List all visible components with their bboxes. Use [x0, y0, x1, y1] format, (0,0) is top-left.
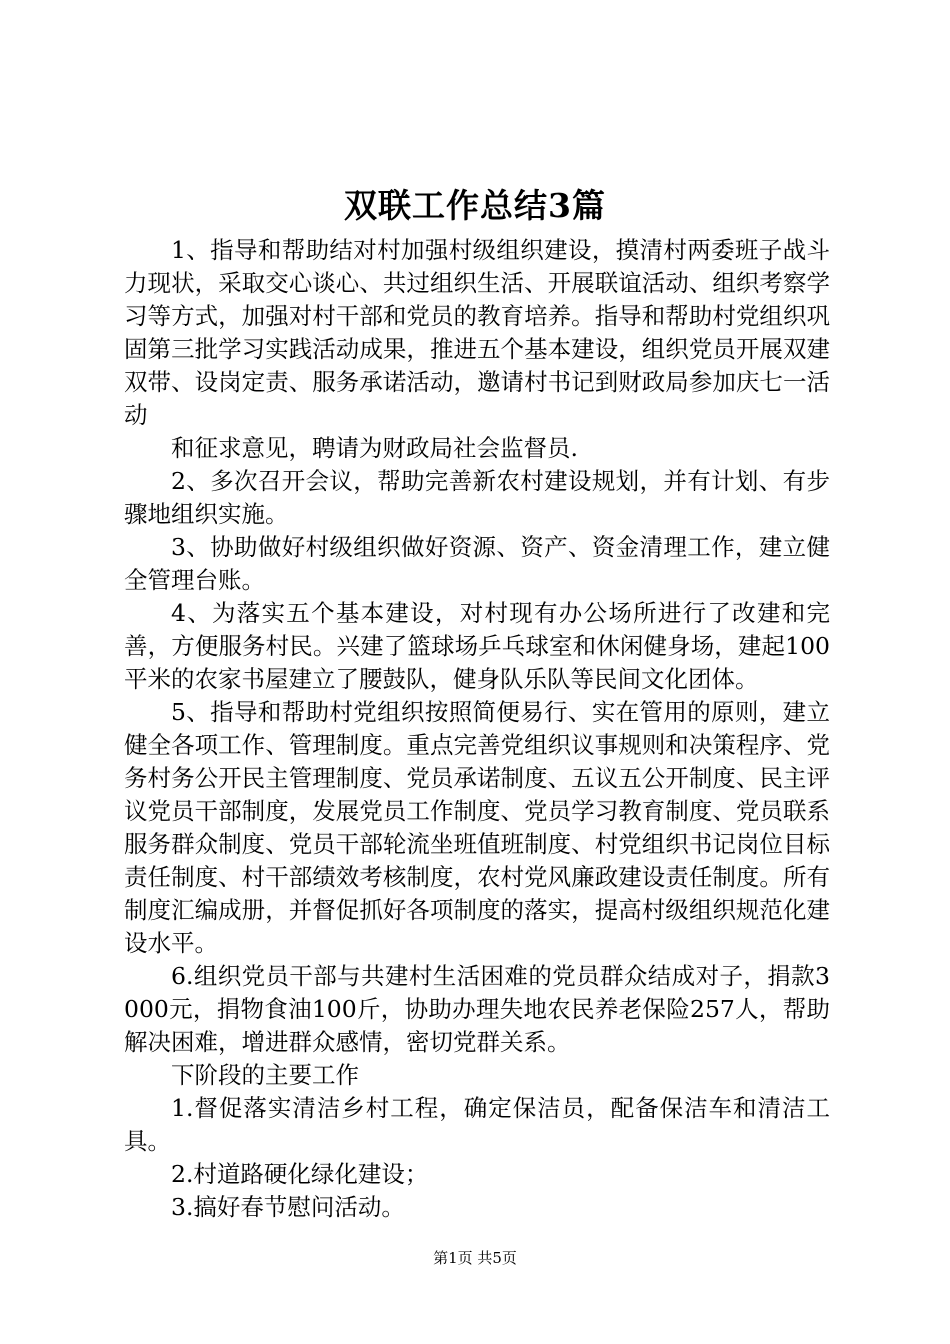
- section-heading-next-stage: 下阶段的主要工作: [171, 1061, 359, 1089]
- list-item: 3.搞好春节慰问活动。: [171, 1193, 405, 1221]
- list-item: 2.村道路硬化绿化建设；: [171, 1160, 429, 1188]
- paragraph-3: 2、多次召开会议，帮助完善新农村建设规划，并有计划、有步骤地组织实施。: [124, 467, 830, 528]
- paragraph-7: 6.组织党员干部与共建村生活困难的党员群众结成对子，捐款3000元，捐物食油100斤，协助办理失地农民养老保险257人，帮助解决困难，增进群众感情，密切党群关系。: [124, 962, 830, 1056]
- paragraph-4: 3、协助做好村级组织做好资源、资产、资金清理工作，建立健全管理台账。: [124, 533, 830, 594]
- paragraph-5: 4、为落实五个基本建设，对村现有办公场所进行了改建和完善，方便服务村民。兴建了篮球场乒乓球室和休闲健身场，建起100平米的农家书屋建立了腰鼓队，健身队乐队等民间文化团体。: [124, 599, 830, 693]
- list-item: 1.督促落实清洁乡村工程，确定保洁员，配备保洁车和清洁工具。: [124, 1094, 830, 1155]
- page-footer: 第1页 共5页: [433, 1249, 517, 1267]
- paragraph-2: 和征求意见，聘请为财政局社会监督员.: [171, 434, 578, 462]
- document-title: 双联工作总结3篇: [344, 186, 606, 225]
- paragraph-1: 1、指导和帮助结对村加强村级组织建设，摸清村两委班子战斗力现状，采取交心谈心、共过组织生活、开展联谊活动、组织考察学习等方式，加强对村干部和党员的教育培养。指导和帮助村党组织巩固第三批学习实践活动成果，推进五个基本建设，组织党员开展双建双带、设岗定责、服务承诺活动，邀请村书记到财政局参加庆七一活动: [124, 236, 830, 429]
- document-body: [124, 234, 830, 1224]
- paragraph-6: 5、指导和帮助村党组织按照简便易行、实在管用的原则，建立健全各项工作、管理制度。重点完善党组织议事规则和决策程序、党务村务公开民主管理制度、党员承诺制度、五议五公开制度、民主评议党员干部制度，发展党员工作制度、党员学习教育制度、党员联系服务群众制度、党员干部轮流坐班值班制度、村党组织书记岗位目标责任制度、村干部绩效考核制度，农村党风廉政建设责任制度。所有制度汇编成册，并督促抓好各项制度的落实，提高村级组织规范化建设水平。: [124, 698, 830, 957]
